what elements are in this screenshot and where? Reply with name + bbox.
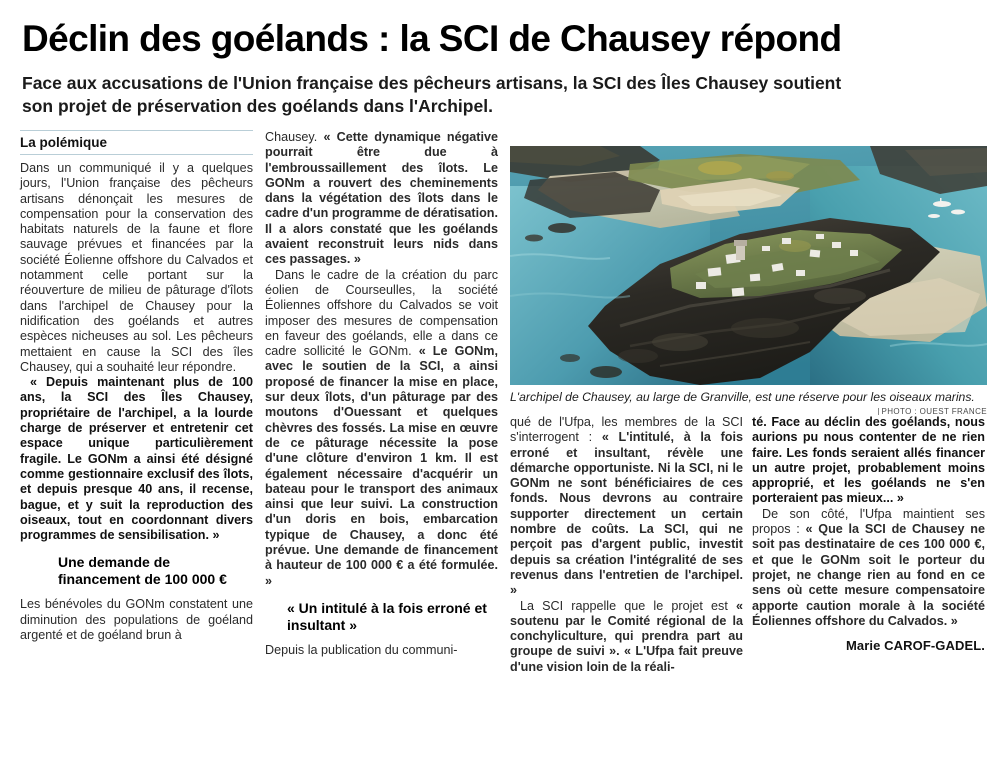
paragraph-quote: « Le GONm, avec le soutien de la SCI, a ainsi proposé de financer la mise en place, sur deux îlots, d'un pâturage par des moutons d'Ouessant et quelques chèvres des fossés. La mise en œuvre de ce pâturage nécessite la pose d'une clôture d'environ 1 km. Il est également nécessaire d'acquérir un bateau pour le transport des animaux ainsi que leur suivi. La construction d'un doris en bois, embarcation typique de Chausey, a donc été prévue. Une demande de financement à hauteur de 100 000 € a été formulée. » (265, 344, 498, 588)
paragraph: « Depuis maintenant plus de 100 ans, la SCI des Îles Chausey, propriétaire de l'archipel, a la lourde charge de préserver et entretenir cet espace unique particulièrement fragile. Le GONm a ainsi été désigné comme gestionnaire exclusif des îlots, et depuis presque 40 ans, il recense, bague, et y suit la reproduction des oiseaux, tout en coordonnant divers programmes de sensibilisation. » (20, 375, 253, 543)
paragraph: té. Face au déclin des goélands, nous aurions pu nous contenter de ne rien faire. Les fonds seraient allés financer un autre projet, probablement moins approprié, et les goélands ne s'en porteraient pas mieux... » (752, 415, 985, 506)
paragraph-text: Dans le cadre de la création du parc éolien de Courseulles, la société Éoliennes offshore du Calvados se voit imposer des mesures de compensation en faveur des goélands, elle a dans ce cadre sollicité le GONm. (265, 267, 498, 359)
column-4 (752, 415, 985, 653)
column-2 (265, 130, 498, 658)
paragraph: Dans un communiqué il y a quelques jours, l'Union française des pêcheurs artisans dénonçait les mesures de compensation pour la conservation des habitats naturels de la faune et flore sauvage prévues et financées par la société Éolienne offshore du Calvados et notamment celle portant sur la réouverture de milieu de pâturage d'îlots dans l'archipel de Chausey pour la nidification des goélands et autres espèces nicheuses au sol. Les pêcheurs mettaient en cause la SCI des îles Chausey, qui a souhaité leur répondre. (20, 161, 253, 374)
standfirst: Face aux accusations de l'Union française des pêcheurs artisans, la SCI des Îles Chausey soutient son projet de préservation des goélands dans l'Archipel. (22, 73, 842, 116)
paragraph (265, 268, 498, 589)
paragraph (510, 415, 743, 599)
column-3 (510, 415, 743, 675)
paragraph: Les bénévoles du GONm constatent une diminution des populations de goéland argenté et de goéland brun à (20, 597, 253, 643)
paragraph: Depuis la publication du communi- (265, 642, 458, 657)
intertitle: Une demande de financement de 100 000 € (58, 554, 227, 588)
paragraph-quote: « Cette dynamique négative pourrait être due à l'embroussaillement des îlots. Le GONm a rouvert des cheminements dans la végétation des îlots dans le cadre d'un programme de dératisation. Il a alors constaté que les goélands avaient reconstruit leurs nids dans ces passages. » (265, 130, 498, 267)
paragraph (752, 507, 985, 629)
paragraph-text: qué de l'Ufpa, les membres de la SCI s'interrogent : (510, 415, 743, 445)
paragraph-text: De son côté, l'Ufpa maintient ses propos : (752, 506, 985, 537)
paragraph-quote: « soutenu par le Comité régional de la conchyliculture, qui prendra part au groupe de suivi ». « L'Ufpa fait preuve d'une vision loin de la réali- (510, 598, 743, 674)
photo-caption: L'archipel de Chausey, au large de Granville, est une réserve pour les oiseaux marins. (510, 390, 975, 404)
paragraph-quote: « Que la SCI de Chausey ne soit pas destinataire de ces 100 000 €, et que le GONm soit le porteur du projet, ne change rien au fond en ce sens où cette mesure compensatoire apporte caution morale à la société Éoliennes offshore du Calvados. » (752, 522, 985, 628)
paragraph (265, 130, 498, 268)
paragraph-quote: « L'intitulé, à la fois erroné et insultant, révèle une démarche opportuniste. Ni la SCI, ni le GONm ne sont bénéficiaires de ces fonds. Nous devrons au contraire supporter directement un certain nombre de coûts. La SCI, qui ne perçoit pas d'argent public, investit depuis sa création l'intégralité de ses revenus dans l'entretien de l'archipel. » (510, 430, 744, 598)
section-kicker (20, 130, 253, 155)
byline: Marie CAROF-GADEL. (845, 638, 985, 654)
paragraph-text: Chausey. (265, 130, 324, 144)
page-title: Déclin des goélands : la SCI de Chausey répond (22, 18, 842, 59)
column-1 (20, 130, 253, 643)
photo-credit-text: PHOTO : OUEST FRANCE (881, 407, 987, 416)
paragraph (510, 599, 743, 675)
article-header (0, 0, 1000, 118)
intertitle: « Un intitulé à la fois erroné et insultant » (287, 599, 487, 633)
paragraph-text: La SCI rappelle que le projet est (520, 598, 736, 613)
section-kicker-label: La polémique (20, 135, 108, 150)
article-body-columns (0, 130, 1000, 750)
